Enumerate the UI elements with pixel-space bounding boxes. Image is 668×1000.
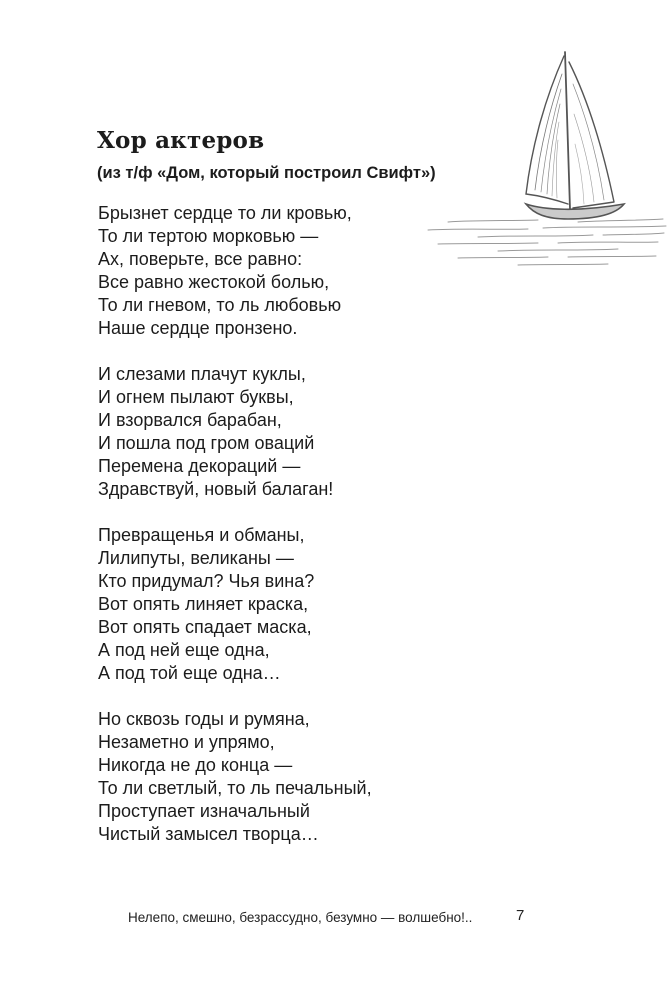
poem-line: Перемена декораций — (98, 456, 301, 476)
poem-line: То ли светлый, то ль печальный, (98, 778, 372, 798)
running-footer: Нелепо, смешно, безрассудно, безумно — волшебно!.. (128, 910, 473, 925)
poem-line: Проступает изначальный (98, 801, 310, 821)
jib-sail (569, 62, 614, 208)
poem-line: А под ней еще одна, (98, 640, 270, 660)
mast (565, 52, 570, 209)
page-number: 7 (516, 907, 525, 924)
poem-line: Чистый замысел творца… (98, 824, 319, 844)
poem-line: И взорвался барабан, (98, 410, 282, 430)
poem-line: Вот опять линяет краска, (98, 594, 309, 614)
poem-line: Кто придумал? Чья вина? (98, 571, 315, 591)
poem-line: И слезами плачут куклы, (98, 364, 306, 384)
poem-line: То ли тертою морковью — (98, 226, 319, 246)
stanza (98, 363, 538, 501)
poem-line: Вот опять спадает маска, (98, 617, 312, 637)
poem-line: Лилипуты, великаны — (98, 548, 294, 568)
poem-line: И пошла под гром оваций (98, 433, 315, 453)
poem-line: Все равно жестокой болью, (98, 272, 330, 292)
poem-line: Наше сердце пронзено. (98, 318, 298, 338)
poem-title: Хор актеров (97, 127, 265, 154)
stanza (98, 202, 538, 340)
poem-line: Незаметно и упрямо, (98, 732, 275, 752)
poem-line: Брызнет сердце то ли кровью, (98, 203, 352, 223)
main-sail (526, 56, 568, 204)
poem-line: Никогда не до конца — (98, 755, 293, 775)
poem-subtitle: (из т/ф «Дом, который построил Свифт») (97, 164, 436, 182)
poem-line: Здравствуй, новый балаган! (98, 479, 334, 499)
hull (526, 204, 624, 219)
poem-line: И огнем пылают буквы, (98, 387, 294, 407)
poem-line: Превращенья и обманы, (98, 525, 305, 545)
poem-line: Но сквозь годы и румяна, (98, 709, 310, 729)
poem-line: А под той еще одна… (98, 663, 281, 683)
poem-line: То ли гневом, то ль любовью (98, 295, 342, 315)
stanza (98, 524, 538, 685)
poem-line: Ах, поверьте, все равно: (98, 249, 303, 269)
poem-body (98, 202, 538, 869)
stanza (98, 708, 538, 846)
